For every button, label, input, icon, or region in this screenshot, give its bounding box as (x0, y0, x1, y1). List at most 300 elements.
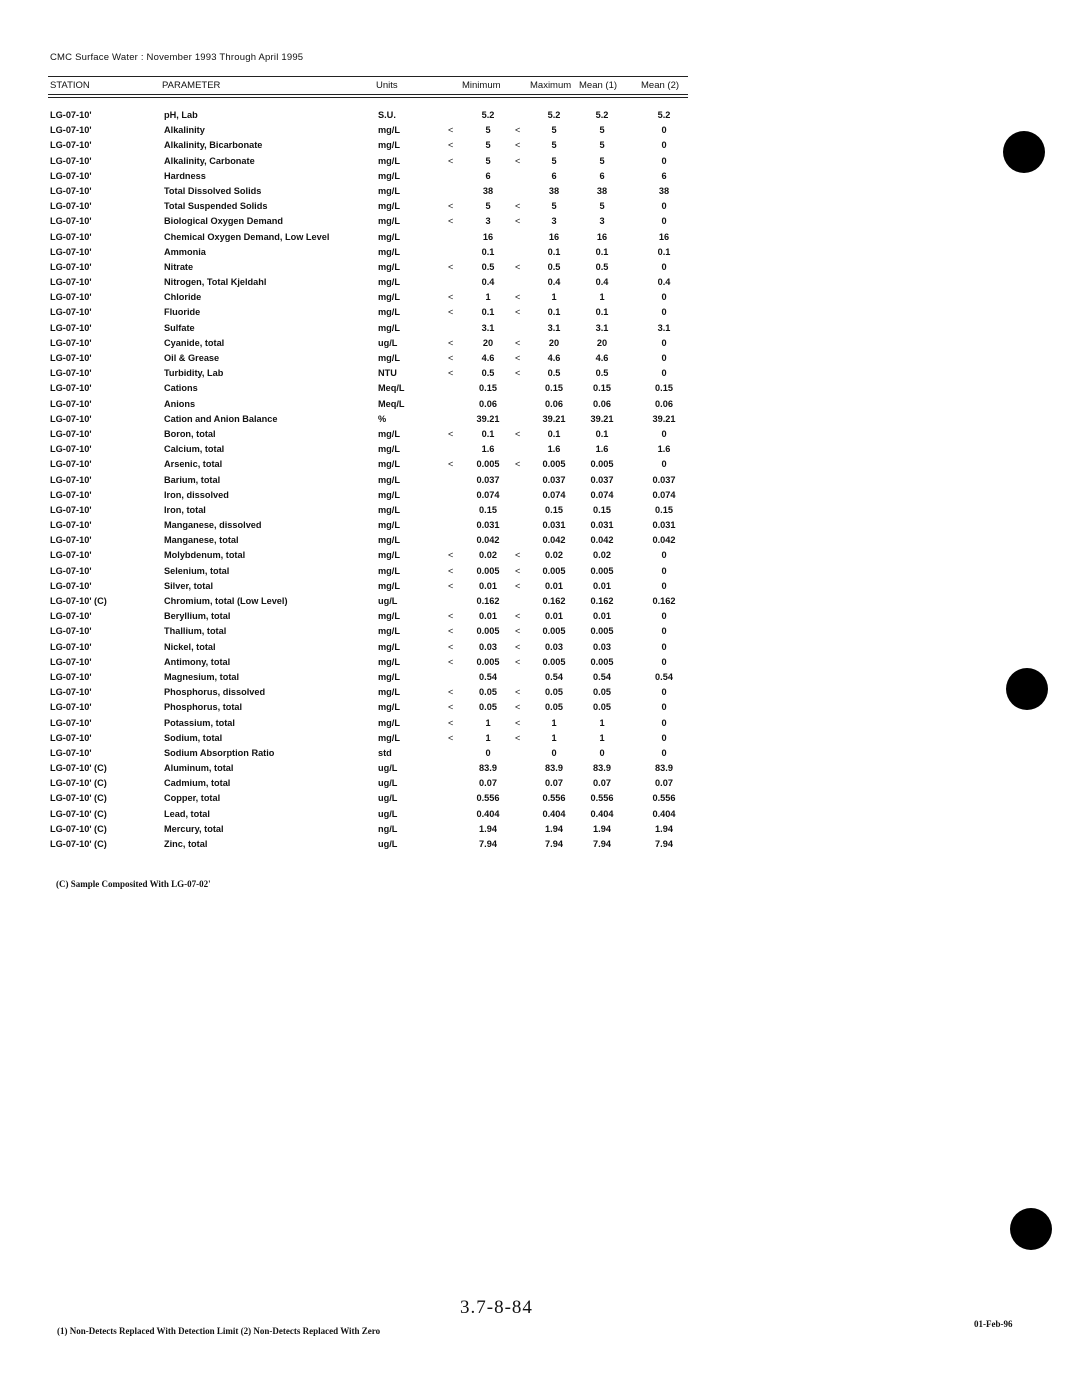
maximum-cell: 0.404 (542, 808, 566, 819)
maximum-cell: 38 (548, 185, 560, 196)
parameter-cell: Mercury, total (164, 823, 224, 834)
minimum-cell: 1.6 (481, 444, 495, 455)
maximum-cell: 1 (551, 717, 557, 728)
units-cell: mg/L (378, 611, 400, 622)
units-cell: ug/L (378, 763, 398, 774)
parameter-cell: Ammonia (164, 246, 206, 257)
mean1-cell: 6 (599, 170, 605, 181)
mean2-cell: 0 (661, 580, 667, 591)
minimum-cell: 0.005 (476, 565, 500, 576)
station-cell: LG-07-10' (50, 170, 92, 181)
mean1-cell: 5 (599, 125, 605, 136)
mean1-cell: 5 (599, 201, 605, 212)
table-row (48, 154, 688, 169)
units-cell: S.U. (378, 110, 396, 120)
station-cell: LG-07-10' (50, 277, 92, 288)
max-qualifier-cell: < (515, 687, 521, 698)
max-qualifier-cell: < (515, 353, 521, 363)
maximum-cell: 1.6 (547, 444, 561, 455)
mean1-cell: 0.03 (593, 641, 611, 652)
units-cell: mg/L (378, 125, 400, 136)
parameter-cell: Magnesium, total (164, 671, 240, 682)
mean2-cell: 0 (661, 337, 667, 348)
max-qualifier-cell: < (515, 140, 521, 151)
maximum-cell: 0.4 (547, 277, 561, 288)
min-qualifier-cell: < (448, 687, 454, 698)
maximum-cell: 0.54 (545, 671, 563, 682)
units-cell: mg/L (378, 641, 400, 652)
station-cell: LG-07-10' (50, 626, 92, 637)
minimum-cell: 0.1 (481, 246, 495, 257)
minimum-cell: 39.21 (476, 413, 500, 424)
mean1-cell: 7.94 (593, 839, 611, 849)
table-row (48, 579, 688, 594)
units-cell: mg/L (378, 671, 400, 682)
table-row (48, 564, 688, 579)
parameter-cell: Beryllium, total (164, 611, 231, 622)
parameter-cell: Manganese, total (164, 535, 239, 546)
min-qualifier-cell: < (448, 459, 454, 470)
mean1-cell: 0.01 (593, 611, 611, 622)
minimum-cell: 0.404 (476, 808, 500, 819)
minimum-cell: 0.005 (476, 656, 500, 667)
mean2-cell: 0 (661, 368, 667, 379)
parameter-cell: Iron, total (164, 504, 206, 515)
min-qualifier-cell: < (448, 428, 454, 439)
minimum-cell: 0.54 (479, 671, 497, 682)
units-cell: mg/L (378, 459, 400, 470)
mean2-cell: 0 (661, 641, 667, 652)
minimum-cell: 38 (482, 185, 494, 196)
units-cell: mg/L (378, 140, 400, 151)
minimum-cell: 5 (485, 201, 491, 212)
mean1-cell: 38 (596, 185, 608, 196)
mean2-cell: 5.2 (657, 110, 671, 120)
max-qualifier-cell: < (515, 337, 521, 348)
parameter-cell: Phosphorus, total (164, 702, 243, 713)
mean2-cell: 0.031 (652, 520, 676, 531)
units-cell: mg/L (378, 702, 400, 713)
mean1-cell: 39.21 (590, 413, 614, 424)
parameter-cell: Hardness (164, 170, 206, 181)
min-qualifier-cell: < (448, 550, 454, 561)
minimum-cell: 0.5 (481, 261, 495, 272)
max-qualifier-cell: < (515, 626, 521, 637)
minimum-cell: 0.05 (479, 702, 497, 713)
parameter-cell: Phosphorus, dissolved (164, 687, 266, 698)
mean1-cell: 16 (596, 231, 608, 242)
parameter-cell: Manganese, dissolved (164, 520, 262, 531)
mean1-cell: 4.6 (595, 353, 609, 363)
mean2-cell: 0 (661, 550, 667, 561)
mean2-cell: 0 (661, 140, 667, 151)
maximum-cell: 0.005 (542, 565, 566, 576)
table-row (48, 108, 688, 123)
minimum-cell: 0.03 (479, 641, 497, 652)
parameter-cell: Sulfate (164, 322, 195, 333)
table-row (48, 275, 688, 290)
table-row (48, 169, 688, 184)
maximum-cell: 0.02 (545, 550, 563, 561)
max-qualifier-cell: < (515, 717, 521, 728)
maximum-cell: 39.21 (542, 413, 566, 424)
minimum-cell: 5 (485, 125, 491, 136)
units-cell: mg/L (378, 322, 400, 333)
max-qualifier-cell: < (515, 641, 521, 652)
mean1-cell: 0 (599, 747, 605, 758)
minimum-cell: 6 (485, 170, 491, 181)
table-row (48, 457, 688, 472)
station-cell: LG-07-10' (50, 550, 92, 561)
table-row (48, 381, 688, 396)
min-qualifier-cell: < (448, 717, 454, 728)
parameter-cell: Chloride (164, 292, 202, 303)
header-units: Units (376, 80, 398, 91)
parameter-cell: Alkalinity (164, 125, 205, 136)
units-cell: mg/L (378, 626, 400, 637)
maximum-cell: 0.15 (545, 504, 563, 515)
header-rule-double (48, 97, 688, 98)
table-row (48, 670, 688, 685)
parameter-cell: Cadmium, total (164, 778, 231, 789)
minimum-cell: 0.02 (479, 550, 497, 561)
table-body (48, 108, 688, 852)
table-row (48, 518, 688, 533)
maximum-cell: 0.5 (547, 261, 561, 272)
maximum-cell: 5 (551, 125, 557, 136)
units-cell: mg/L (378, 353, 400, 363)
mean1-cell: 20 (596, 337, 608, 348)
min-qualifier-cell: < (448, 261, 454, 272)
units-cell: ng/L (378, 823, 398, 834)
mean2-cell: 0 (661, 565, 667, 576)
min-qualifier-cell: < (448, 702, 454, 713)
mean2-cell: 0.54 (655, 671, 673, 682)
mean2-cell: 3.1 (657, 322, 671, 333)
mean2-cell: 0 (661, 459, 667, 470)
minimum-cell: 5.2 (481, 110, 495, 120)
maximum-cell: 0.005 (542, 626, 566, 637)
units-cell: ug/L (378, 596, 398, 606)
maximum-cell: 0.1 (547, 428, 561, 439)
table-row (48, 594, 688, 609)
table-row (48, 214, 688, 229)
mean2-cell: 0.042 (652, 535, 676, 546)
min-qualifier-cell: < (448, 353, 454, 363)
header-mean1: Mean (1) (579, 80, 618, 91)
table-row (48, 533, 688, 548)
station-cell: LG-07-10' (50, 413, 92, 424)
station-cell: LG-07-10' (50, 641, 92, 652)
min-qualifier-cell: < (448, 626, 454, 637)
mean1-cell: 1.94 (593, 823, 611, 834)
units-cell: ug/L (378, 808, 398, 819)
table-row (48, 260, 688, 275)
minimum-cell: 1.94 (479, 823, 497, 834)
table-row (48, 397, 688, 412)
mean2-cell: 0 (661, 261, 667, 272)
maximum-cell: 7.94 (545, 839, 563, 849)
maximum-cell: 0.1 (547, 246, 561, 257)
mean1-cell: 0.1 (595, 246, 609, 257)
maximum-cell: 16 (548, 231, 560, 242)
parameter-cell: Sodium Absorption Ratio (164, 747, 275, 758)
units-cell: mg/L (378, 261, 400, 272)
units-cell: mg/L (378, 428, 400, 439)
units-cell: mg/L (378, 550, 400, 561)
station-cell: LG-07-10' (C) (50, 823, 107, 834)
station-cell: LG-07-10' (50, 201, 92, 212)
mean1-cell: 0.02 (593, 550, 611, 561)
station-cell: LG-07-10' (50, 489, 92, 500)
units-cell: ug/L (378, 778, 398, 789)
station-cell: LG-07-10' (50, 702, 92, 713)
parameter-cell: Calcium, total (164, 444, 225, 455)
units-cell: mg/L (378, 216, 400, 227)
minimum-cell: 0.06 (479, 398, 497, 409)
min-qualifier-cell: < (448, 641, 454, 652)
table-row (48, 609, 688, 624)
maximum-cell: 0.03 (545, 641, 563, 652)
parameter-cell: Cation and Anion Balance (164, 413, 278, 424)
table-row (48, 716, 688, 731)
station-cell: LG-07-10' (50, 565, 92, 576)
max-qualifier-cell: < (515, 459, 521, 470)
maximum-cell: 0.5 (547, 368, 561, 379)
max-qualifier-cell: < (515, 307, 521, 318)
minimum-cell: 0.074 (476, 489, 500, 500)
station-cell: LG-07-10' (50, 459, 92, 470)
parameter-cell: Boron, total (164, 428, 216, 439)
maximum-cell: 5 (551, 201, 557, 212)
parameter-cell: Chemical Oxygen Demand, Low Level (164, 231, 330, 242)
units-cell: mg/L (378, 580, 400, 591)
mean2-cell: 0.06 (655, 398, 673, 409)
table-row (48, 412, 688, 427)
units-cell: mg/L (378, 687, 400, 698)
minimum-cell: 5 (485, 155, 491, 166)
minimum-cell: 7.94 (479, 839, 497, 849)
max-qualifier-cell: < (515, 428, 521, 439)
mean1-cell: 3.1 (595, 322, 609, 333)
min-qualifier-cell: < (448, 565, 454, 576)
station-cell: LG-07-10' (50, 353, 92, 363)
minimum-cell: 0.15 (479, 383, 497, 394)
mean1-cell: 83.9 (593, 763, 611, 774)
units-cell: NTU (378, 368, 397, 379)
parameter-cell: Copper, total (164, 793, 221, 804)
table-row (48, 655, 688, 670)
composite-footnote: (C) Sample Composited With LG-07-02' (56, 879, 211, 889)
maximum-cell: 0.005 (542, 459, 566, 470)
station-cell: LG-07-10' (50, 671, 92, 682)
mean1-cell: 0.005 (590, 565, 614, 576)
max-qualifier-cell: < (515, 292, 521, 303)
units-cell: mg/L (378, 307, 400, 318)
parameter-cell: Arsenic, total (164, 459, 223, 470)
station-cell: LG-07-10' (50, 580, 92, 591)
mean1-cell: 0.05 (593, 687, 611, 698)
table-row (48, 184, 688, 199)
units-cell: mg/L (378, 656, 400, 667)
mean1-cell: 0.06 (593, 398, 611, 409)
parameter-cell: Nitrogen, Total Kjeldahl (164, 277, 267, 288)
maximum-cell: 0.1 (547, 307, 561, 318)
units-cell: Meq/L (378, 398, 405, 409)
minimum-cell: 0.556 (476, 793, 500, 804)
maximum-cell: 0.005 (542, 656, 566, 667)
table-row (48, 290, 688, 305)
maximum-cell: 0.556 (542, 793, 566, 804)
maximum-cell: 0.037 (542, 474, 566, 485)
min-qualifier-cell: < (448, 307, 454, 318)
table-row (48, 305, 688, 320)
minimum-cell: 0.162 (476, 596, 500, 606)
parameter-cell: Alkalinity, Carbonate (164, 155, 255, 166)
minimum-cell: 16 (482, 231, 494, 242)
units-cell: mg/L (378, 717, 400, 728)
maximum-cell: 5 (551, 155, 557, 166)
mean1-cell: 0.1 (595, 307, 609, 318)
parameter-cell: Iron, dissolved (164, 489, 229, 500)
table-row (48, 351, 688, 366)
mean2-cell: 0 (661, 747, 667, 758)
parameter-cell: Nitrate (164, 261, 194, 272)
parameter-cell: Fluoride (164, 307, 201, 318)
parameter-cell: pH, Lab (164, 110, 198, 120)
station-cell: LG-07-10' (C) (50, 763, 107, 774)
minimum-cell: 83.9 (479, 763, 497, 774)
table-row (48, 138, 688, 153)
mean2-cell: 0.037 (652, 474, 676, 485)
station-cell: LG-07-10' (50, 155, 92, 166)
minimum-cell: 1 (485, 292, 491, 303)
minimum-cell: 0.15 (479, 504, 497, 515)
mean2-cell: 0 (661, 702, 667, 713)
station-cell: LG-07-10' (50, 732, 92, 743)
minimum-cell: 0.037 (476, 474, 500, 485)
mean1-cell: 0.074 (590, 489, 614, 500)
units-cell: % (378, 413, 387, 424)
units-cell: ug/L (378, 839, 398, 849)
minimum-cell: 5 (485, 140, 491, 151)
station-cell: LG-07-10' (50, 398, 92, 409)
table-row (48, 685, 688, 700)
minimum-cell: 0.01 (479, 580, 497, 591)
parameter-cell: Cyanide, total (164, 337, 225, 348)
mean1-cell: 5.2 (595, 110, 609, 120)
maximum-cell: 83.9 (545, 763, 563, 774)
table-row (48, 807, 688, 822)
parameter-cell: Silver, total (164, 580, 214, 591)
maximum-cell: 0.042 (542, 535, 566, 546)
mean2-cell: 0.404 (652, 808, 676, 819)
station-cell: LG-07-10' (C) (50, 839, 107, 849)
min-qualifier-cell: < (448, 292, 454, 303)
header-rule-bottom (48, 94, 688, 95)
parameter-cell: Lead, total (164, 808, 210, 819)
table-row (48, 548, 688, 563)
mean2-cell: 0.07 (655, 778, 673, 789)
station-cell: LG-07-10' (C) (50, 793, 107, 804)
table-row (48, 776, 688, 791)
units-cell: mg/L (378, 201, 400, 212)
min-qualifier-cell: < (448, 656, 454, 667)
table-row (48, 245, 688, 260)
parameter-cell: Turbidity, Lab (164, 368, 224, 379)
mean1-cell: 1 (599, 732, 605, 743)
mean1-cell: 0.031 (590, 520, 614, 531)
maximum-cell: 1.94 (545, 823, 563, 834)
min-qualifier-cell: < (448, 368, 454, 379)
maximum-cell: 4.6 (547, 353, 561, 363)
mean1-cell: 0.005 (590, 459, 614, 470)
station-cell: LG-07-10' (50, 474, 92, 485)
units-cell: ug/L (378, 793, 398, 804)
max-qualifier-cell: < (515, 565, 521, 576)
station-cell: LG-07-10' (50, 504, 92, 515)
minimum-cell: 4.6 (481, 353, 495, 363)
station-cell: LG-07-10' (50, 292, 92, 303)
min-qualifier-cell: < (448, 611, 454, 622)
maximum-cell: 5 (551, 140, 557, 151)
maximum-cell: 0.05 (545, 702, 563, 713)
parameter-cell: Sodium, total (164, 732, 223, 743)
station-cell: LG-07-10' (50, 428, 92, 439)
station-cell: LG-07-10' (50, 231, 92, 242)
mean2-cell: 0.15 (655, 504, 673, 515)
units-cell: mg/L (378, 520, 400, 531)
table-row (48, 503, 688, 518)
station-cell: LG-07-10' (50, 322, 92, 333)
header-minimum: Minimum (462, 80, 501, 91)
parameter-cell: Total Suspended Solids (164, 201, 268, 212)
maximum-cell: 0.074 (542, 489, 566, 500)
units-cell: mg/L (378, 185, 400, 196)
mean1-cell: 0.4 (595, 277, 609, 288)
binder-hole-middle (1006, 668, 1048, 710)
minimum-cell: 1 (485, 717, 491, 728)
table-row (48, 230, 688, 245)
minimum-cell: 3.1 (481, 322, 495, 333)
station-cell: LG-07-10' (50, 656, 92, 667)
header-parameter: PARAMETER (162, 80, 221, 91)
mean1-cell: 0.005 (590, 626, 614, 637)
table-row (48, 199, 688, 214)
binder-hole-bottom (1010, 1208, 1052, 1250)
station-cell: LG-07-10' (50, 383, 92, 394)
min-qualifier-cell: < (448, 201, 454, 212)
parameter-cell: Total Dissolved Solids (164, 185, 262, 196)
max-qualifier-cell: < (515, 201, 521, 212)
min-qualifier-cell: < (448, 732, 454, 743)
parameter-cell: Barium, total (164, 474, 221, 485)
binder-hole-top (1003, 131, 1045, 173)
table-row (48, 442, 688, 457)
mean1-cell: 1 (599, 292, 605, 303)
parameter-cell: Nickel, total (164, 641, 216, 652)
mean2-cell: 0.074 (652, 489, 676, 500)
minimum-cell: 0.1 (481, 307, 495, 318)
max-qualifier-cell: < (515, 261, 521, 272)
mean1-cell: 0.54 (593, 671, 611, 682)
maximum-cell: 0 (551, 747, 557, 758)
parameter-cell: Oil & Grease (164, 353, 220, 363)
station-cell: LG-07-10' (50, 125, 92, 136)
units-cell: mg/L (378, 444, 400, 455)
mean1-cell: 0.5 (595, 368, 609, 379)
mean2-cell: 0.162 (652, 596, 676, 606)
